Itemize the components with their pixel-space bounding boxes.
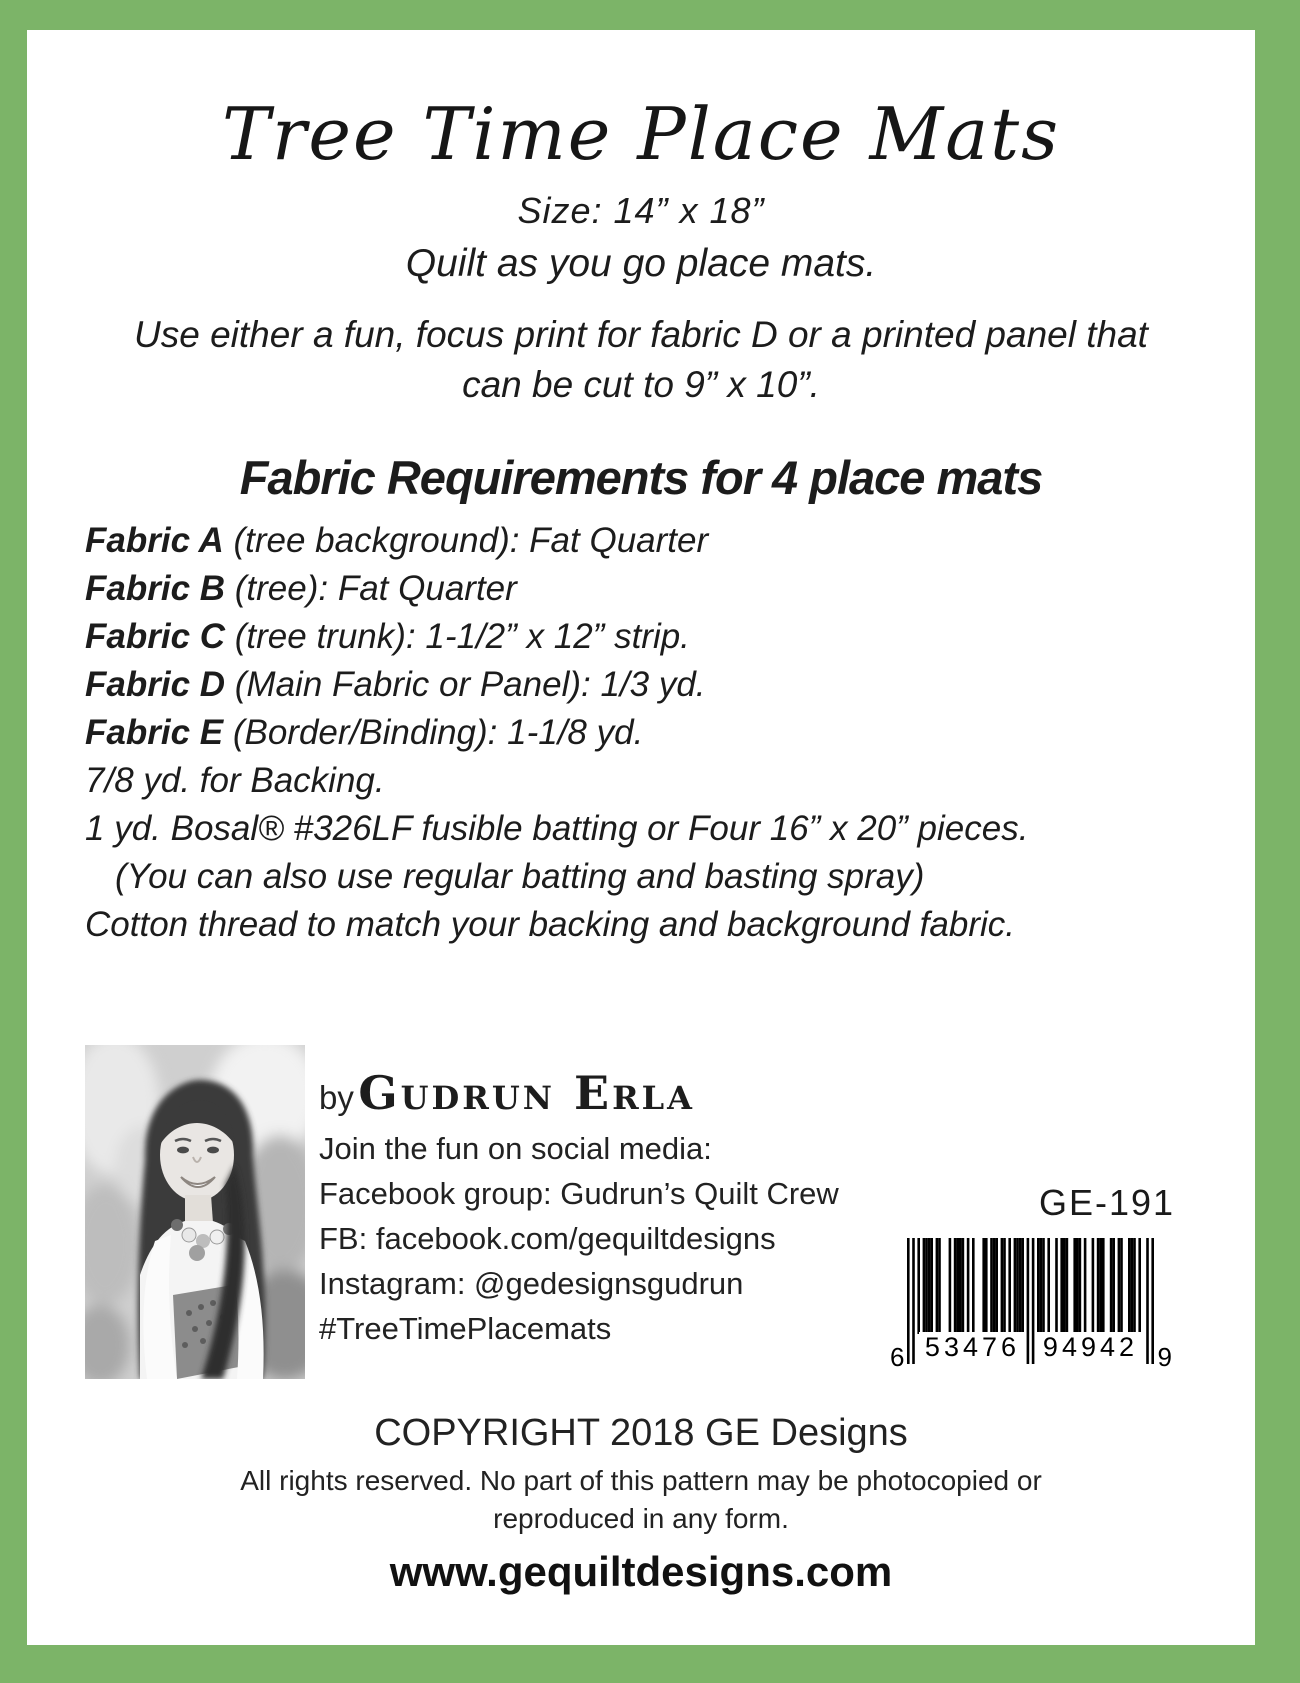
instagram-handle: Instagram: @gedesignsgudrun bbox=[319, 1266, 744, 1301]
requirement-item-batting bbox=[85, 805, 1225, 853]
upc-barcode bbox=[887, 1230, 1175, 1372]
by-word: by bbox=[319, 1079, 354, 1116]
requirement-item-fabric-a bbox=[85, 517, 1225, 565]
requirement-text: (Main Fabric or Panel): 1/3 yd. bbox=[225, 665, 706, 704]
facebook-url: FB: facebook.com/gequiltdesigns bbox=[319, 1221, 776, 1256]
requirement-item-backing bbox=[85, 757, 1225, 805]
website-url: www.gequiltdesigns.com bbox=[389, 1548, 893, 1595]
author-name: Gudrun Erla bbox=[358, 1066, 696, 1120]
barcode-digit-last: 9 bbox=[1157, 1342, 1172, 1372]
requirement-text: Cotton thread to match your backing and background fabric. bbox=[85, 905, 1015, 944]
rights-line-2: reproduced in any form. bbox=[493, 1503, 789, 1534]
social-media-list bbox=[319, 1126, 839, 1351]
fabric-label: Fabric B bbox=[85, 569, 226, 608]
requirement-text: (tree background): Fat Quarter bbox=[223, 521, 709, 560]
requirement-item-fabric-e bbox=[85, 709, 1225, 757]
barcode-digits-right: 94942 bbox=[1037, 1332, 1143, 1366]
requirement-item-fabric-c bbox=[85, 613, 1225, 661]
intro-paragraph bbox=[67, 310, 1215, 410]
requirement-text: (tree): Fat Quarter bbox=[225, 569, 517, 608]
rights-line-1: All rights reserved. No part of this pattern may be photocopied or bbox=[240, 1465, 1042, 1496]
author-photo bbox=[85, 1045, 305, 1379]
subtitle: Quilt as you go place mats. bbox=[405, 242, 877, 285]
fabric-label: Fabric D bbox=[85, 665, 226, 704]
social-intro: Join the fun on social media: bbox=[319, 1131, 712, 1166]
barcode-bars-wrap bbox=[907, 1230, 1154, 1372]
requirement-text: (Border/Binding): 1-1/8 yd. bbox=[223, 713, 644, 752]
facebook-group: Facebook group: Gudrun’s Quilt Crew bbox=[319, 1176, 839, 1211]
requirement-text: 1 yd. Bosal® #326LF fusible batting or Four 16” x 20” pieces. bbox=[85, 809, 1029, 848]
barcode-digit-first: 6 bbox=[890, 1342, 905, 1372]
requirement-item-fabric-b bbox=[85, 565, 1225, 613]
pattern-page bbox=[27, 30, 1255, 1645]
requirement-text: (You can also use regular batting and basting spray) bbox=[115, 857, 925, 896]
requirement-item-batting-note bbox=[85, 853, 1225, 901]
fabric-label: Fabric A bbox=[85, 521, 224, 560]
requirement-text: (tree trunk): 1-1/2” x 12” strip. bbox=[225, 617, 690, 656]
author-block bbox=[319, 1066, 839, 1351]
requirement-text: 7/8 yd. for Backing. bbox=[85, 761, 385, 800]
pattern-number: GE-191 bbox=[1039, 1182, 1176, 1223]
size-line: Size: 14” x 18” bbox=[517, 190, 765, 231]
copyright-line: COPYRIGHT 2018 GE Designs bbox=[374, 1412, 908, 1454]
requirement-item-fabric-d bbox=[85, 661, 1225, 709]
fabric-requirements-list bbox=[85, 517, 1225, 949]
byline bbox=[319, 1066, 839, 1120]
page-title: Tree Time Place Mats bbox=[221, 92, 1061, 176]
intro-line-2: can be cut to 9” x 10”. bbox=[462, 364, 820, 405]
hashtag: #TreeTimePlacemats bbox=[319, 1311, 612, 1346]
requirement-item-thread bbox=[85, 901, 1225, 949]
author-photo-illustration bbox=[85, 1045, 305, 1379]
barcode-digits-left: 53476 bbox=[919, 1332, 1025, 1366]
intro-line-1: Use either a fun, focus print for fabric D or a printed panel that bbox=[134, 314, 1148, 355]
fabric-label: Fabric E bbox=[85, 713, 224, 752]
fabric-requirements-heading: Fabric Requirements for 4 place mats bbox=[239, 451, 1043, 504]
fabric-label: Fabric C bbox=[85, 617, 226, 656]
rights-notice bbox=[27, 1462, 1255, 1538]
